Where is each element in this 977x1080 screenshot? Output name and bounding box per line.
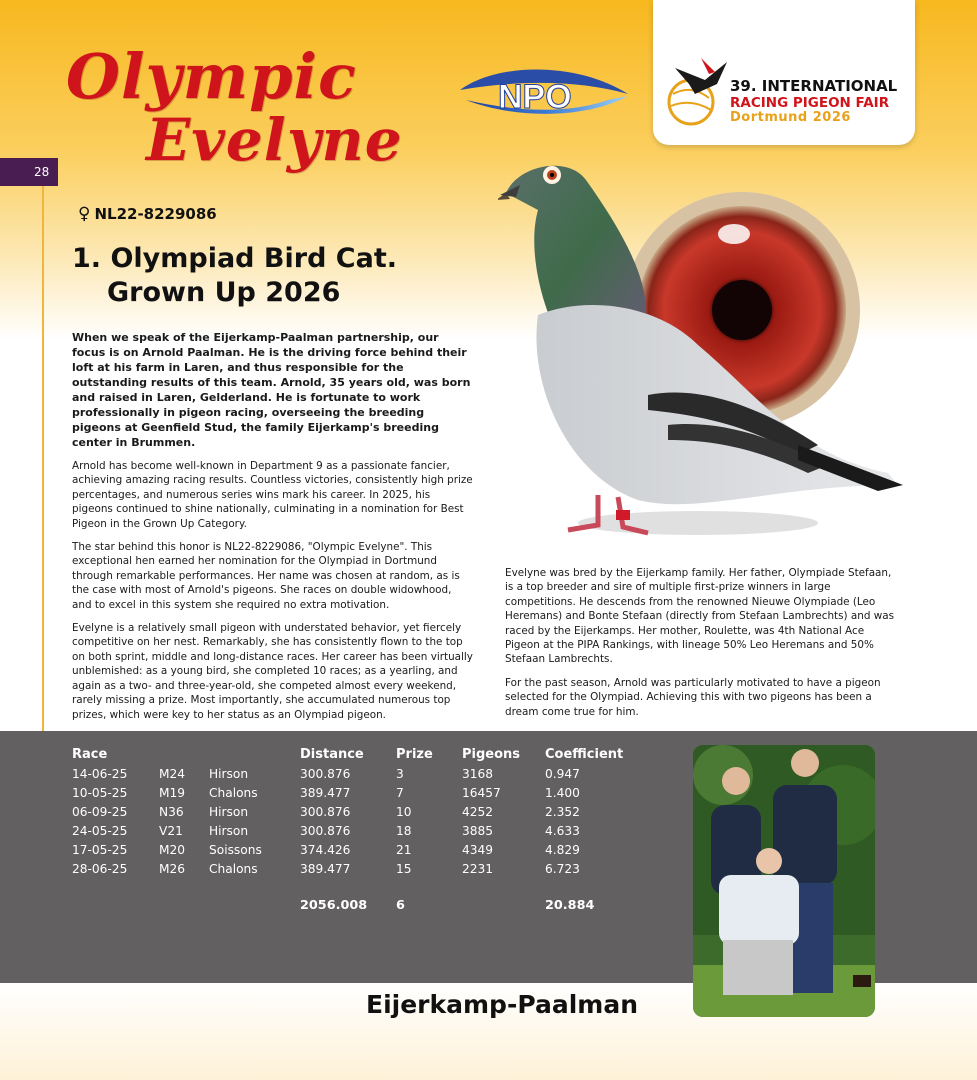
total-distance: 2056.008 bbox=[300, 898, 368, 913]
table-row bbox=[72, 802, 625, 821]
race-distance: 300.876 bbox=[300, 804, 351, 819]
race-coefficient: 6.723 bbox=[545, 861, 580, 876]
total-prize: 6 bbox=[396, 898, 405, 913]
race-prize: 7 bbox=[396, 785, 404, 800]
header-race: Race bbox=[72, 746, 108, 762]
npo-logo-text: NPO bbox=[498, 78, 572, 116]
table-row bbox=[72, 840, 625, 859]
race-code: M19 bbox=[159, 785, 186, 800]
race-code: M26 bbox=[159, 861, 186, 876]
header-blank-2 bbox=[209, 744, 300, 764]
race-date: 17-05-25 bbox=[72, 842, 128, 857]
fair-title-line-2: RACING PIGEON FAIR bbox=[730, 95, 890, 111]
race-prize: 18 bbox=[396, 823, 412, 838]
results-table bbox=[72, 744, 625, 913]
race-distance: 389.477 bbox=[300, 785, 351, 800]
race-code: N36 bbox=[159, 804, 184, 819]
header-prize: Prize bbox=[396, 746, 433, 762]
race-coefficient: 2.352 bbox=[545, 804, 580, 819]
fair-title-line-3: Dortmund 2026 bbox=[730, 110, 851, 125]
race-distance: 374.426 bbox=[300, 842, 351, 857]
race-pigeons: 4349 bbox=[462, 842, 494, 857]
race-pigeons: 2231 bbox=[462, 861, 494, 876]
racing-pigeon-fair-emblem-icon bbox=[665, 54, 735, 128]
pigeon-image bbox=[498, 155, 903, 550]
race-coefficient: 0.947 bbox=[545, 766, 580, 781]
article-right-column bbox=[505, 566, 901, 728]
race-prize: 21 bbox=[396, 842, 412, 857]
article-lead-paragraph: When we speak of the Eijerkamp-Paalman partnership, our focus is on Arnold Paalman. He is the driving force behind their loft at his farm in Laren, and thus responsible for the outstanding results of this team. Arnold, 35 years old, was born and raised in Laren, Gelderland. He is fortunate to work professionally in pigeon racing, overseeing the breeding pigeons at Geenfield Stud, the family Eijerkamp's breeding center in Brummen. bbox=[72, 331, 471, 449]
header-pigeons: Pigeons bbox=[462, 746, 521, 762]
race-date: 10-05-25 bbox=[72, 785, 128, 800]
page-number-tab: 28 bbox=[0, 158, 58, 186]
race-date: 06-09-25 bbox=[72, 804, 128, 819]
table-row bbox=[72, 764, 625, 783]
header-coefficient: Coefficient bbox=[545, 746, 624, 762]
race-date: 14-06-25 bbox=[72, 766, 128, 781]
header-blank-1 bbox=[159, 744, 209, 764]
race-location: Chalons bbox=[209, 785, 258, 800]
race-pigeons: 3885 bbox=[462, 823, 494, 838]
race-coefficient: 4.633 bbox=[545, 823, 580, 838]
article-left-column bbox=[72, 330, 474, 731]
totals-row bbox=[72, 878, 625, 913]
race-location: Hirson bbox=[209, 804, 249, 819]
race-code: M24 bbox=[159, 766, 186, 781]
race-location: Chalons bbox=[209, 861, 258, 876]
results-header-row bbox=[72, 744, 625, 764]
article-paragraph-4: Evelyne was bred by the Eijerkamp family. Her father, Olympiade Stefaan, is a top breeder and sire of multiple first-prize winners in large competitions. He descends from the renowned Nieuwe Olympiade (Leo Heremans) and Bonte Stefaan (directly from Stefaan Lambrechts) and was raced by the Eijerkamps. Her mother, Roulette, was 4th National Ace Pigeon at the PIPA Rankings, with lineage 50% Leo Heremans and 50% Stefaan Lambrechts. bbox=[505, 567, 895, 666]
article-paragraph-5: For the past season, Arnold was particularly motivated to have a pigeon selected for the Olympiad. Achieving this with two pigeons has been a dream come true for him. bbox=[505, 676, 881, 718]
npo-logo bbox=[458, 60, 630, 124]
total-coefficient: 20.884 bbox=[545, 898, 595, 913]
race-location: Hirson bbox=[209, 823, 249, 838]
race-prize: 3 bbox=[396, 766, 404, 781]
table-row bbox=[72, 783, 625, 802]
article-paragraph-1: Arnold has become well-known in Department 9 as a passionate fancier, achieving amazing racing results. Countless victories, consistently high prize percentages, and numerous series wins mark his career. In 2025, his pigeons continued to shine nationally, culminating in a nomination for Best Pigeon in the Grown Up Category. bbox=[72, 460, 473, 530]
race-pigeons: 4252 bbox=[462, 804, 494, 819]
ring-number bbox=[78, 204, 217, 224]
race-pigeons: 3168 bbox=[462, 766, 494, 781]
race-location: Soissons bbox=[209, 842, 262, 857]
race-prize: 15 bbox=[396, 861, 412, 876]
race-date: 24-05-25 bbox=[72, 823, 128, 838]
award-heading-line-1: 1. Olympiad Bird Cat. bbox=[72, 243, 397, 274]
article-paragraph-3: Evelyne is a relatively small pigeon with understated behavior, yet fiercely competitive on her nest. Remarkably, she has consistently flown to the top on both sprint, middle and long-distance races. Her career has been virtually unblemished: as a young bird, she completed 10 races; as a yearling, and again as a two- and three-year-old, she competed almost every weekend, rarely missing a prize. Most importantly, she accumulated numerous top prizes, which were key to her status as an Olympiad pigeon. bbox=[72, 622, 473, 721]
race-location: Hirson bbox=[209, 766, 249, 781]
fair-title-line-1: 39. INTERNATIONAL bbox=[730, 77, 898, 95]
ring-number-text: NL22-8229086 bbox=[94, 205, 217, 223]
award-heading-line-2: Grown Up 2026 bbox=[107, 277, 341, 308]
race-distance: 389.477 bbox=[300, 861, 351, 876]
title-line-2: Evelyne bbox=[146, 106, 403, 174]
race-coefficient: 4.829 bbox=[545, 842, 580, 857]
award-heading bbox=[72, 242, 397, 310]
table-row bbox=[72, 821, 625, 840]
article-paragraph-2: The star behind this honor is NL22-8229086, "Olympic Evelyne". This exceptional hen earned her nomination for the Olympiad in Dortmund through remarkable performances. Her name was chosen at random, as is the case with most of Arnold's pigeons. She races on double widowhood, and to excel in this system she required no extra motivation. bbox=[72, 541, 460, 611]
race-pigeons: 16457 bbox=[462, 785, 501, 800]
female-symbol-icon: ♀ bbox=[78, 204, 91, 224]
race-prize: 10 bbox=[396, 804, 412, 819]
owner-name: Eijerkamp-Paalman bbox=[366, 990, 638, 1019]
owners-photo bbox=[693, 745, 875, 1017]
race-date: 28-06-25 bbox=[72, 861, 128, 876]
race-distance: 300.876 bbox=[300, 766, 351, 781]
title-line-1: Olympic bbox=[66, 40, 357, 113]
header-distance: Distance bbox=[300, 746, 364, 762]
race-code: M20 bbox=[159, 842, 186, 857]
table-row bbox=[72, 859, 625, 878]
race-coefficient: 1.400 bbox=[545, 785, 580, 800]
race-code: V21 bbox=[159, 823, 183, 838]
race-distance: 300.876 bbox=[300, 823, 351, 838]
